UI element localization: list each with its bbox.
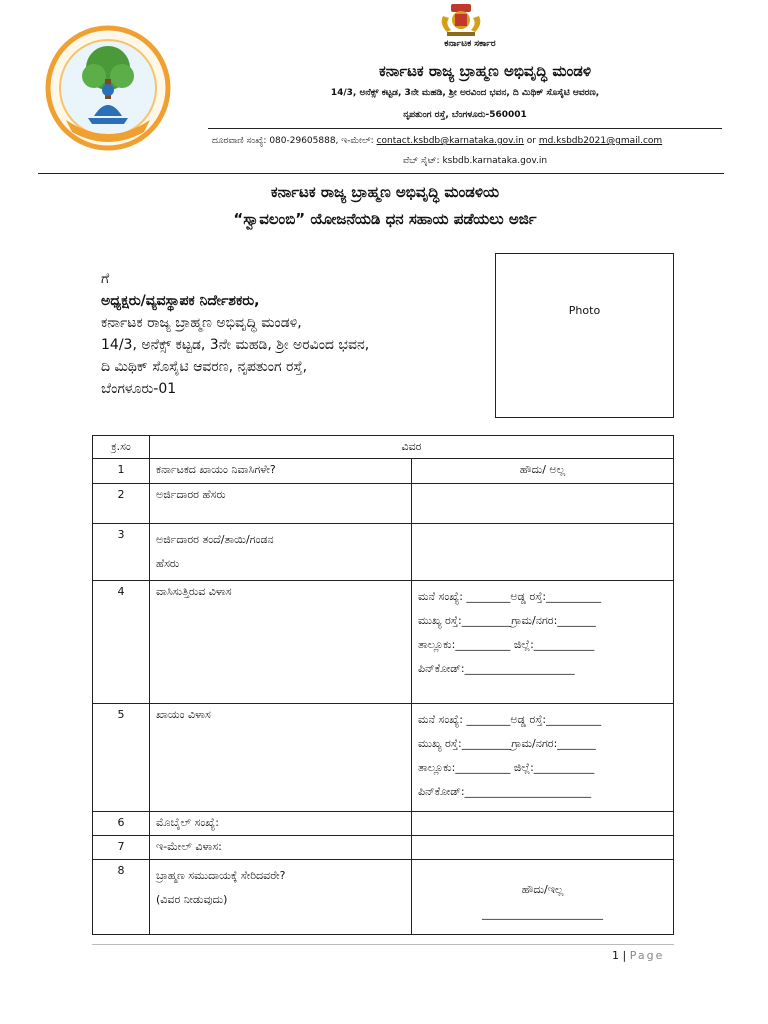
row-number: 3 [93, 524, 150, 581]
row-number: 6 [93, 812, 150, 836]
address-line: ಮನೆ ಸಂಖ್ಯೆ: ________ಅಡ್ಡ ರಸ್ತೆ:__________ [418, 590, 602, 603]
address-line: ಪಿನ್‌ಕೋಡ್:_______________________ [418, 785, 592, 798]
parent-name-field[interactable] [412, 524, 674, 581]
applicant-name-field[interactable] [412, 484, 674, 524]
government-label: ಕರ್ನಾಟಕ ಸರ್ಕಾರ [444, 39, 496, 49]
mobile-field[interactable] [412, 812, 674, 836]
row-question: ಅರ್ಜಿದಾರರ ಹೆಸರು [150, 484, 412, 524]
form-title-line1: ಕರ್ನಾಟಕ ರಾಜ್ಯ ಬ್ರಾಹ್ಮಣ ಅಭಿವೃದ್ಧಿ ಮಂಡಳಿಯ [270, 183, 500, 201]
website-line [403, 156, 547, 166]
row-number: 1 [93, 459, 150, 484]
table-row [93, 484, 674, 524]
recipient-address [101, 268, 369, 400]
permanent-address-field[interactable] [412, 704, 674, 812]
col-details-header: ವಿವರ [150, 436, 674, 459]
footer-divider [92, 944, 674, 945]
table-row [93, 524, 674, 581]
yes-no-answer: ಹೌದು/ಇಲ್ಲ [521, 883, 564, 896]
board-name: ಕರ್ನಾಟಕ ರಾಜ್ಯ ಬ್ರಾಹ್ಮಣ ಅಭಿವೃದ್ಧಿ ಮಂಡಳಿ [378, 62, 592, 80]
row-number: 2 [93, 484, 150, 524]
photo-label: Photo [568, 304, 601, 317]
page-number-value: 1 [612, 949, 619, 962]
board-address-line1: 14/3, ಅನೆಕ್ಸ್ ಕಟ್ಟಡ, 3ನೇ ಮಹಡಿ, ಶ್ರೀ ಅರವಿಂದ ಭವನ, ದಿ ಮಿಥಿಕ್ ಸೊಸೈಟಿ ಆವರಣ, [330, 88, 600, 98]
header-divider [208, 128, 722, 129]
question-line1: ಅರ್ಜಿದಾರರ ತಂದೆ/ತಾಯಿ/ಗಂಡನ [156, 533, 274, 546]
application-table [92, 435, 674, 935]
address-line: ಮನೆ ಸಂಖ್ಯೆ: ________ಅಡ್ಡ ರಸ್ತೆ:__________ [418, 713, 602, 726]
address-line: ತಾಲ್ಲೂಕು:__________ ಜಿಲ್ಲೆ:___________ [418, 761, 595, 774]
website-label: ವೆಬ್ ಸೈಟ್: [403, 156, 440, 166]
row-question [150, 860, 412, 935]
question-line2: ಹೆಸರು [156, 557, 180, 570]
or-text: or [526, 136, 536, 146]
recipient-line2: 14/3, ಅನೆಕ್ಸ್ ಕಟ್ಟಡ, 3ನೇ ಮಹಡಿ, ಶ್ರೀ ಅರವಿಂದ ಭವನ, [101, 337, 370, 353]
table-row [93, 836, 674, 860]
row-number: 8 [93, 860, 150, 935]
recipient-line1: ಕರ್ನಾಟಕ ರಾಜ್ಯ ಬ್ರಾಹ್ಮಣ ಅಭಿವೃದ್ಧಿ ಮಂಡಳಿ, [101, 315, 302, 331]
email-field[interactable] [412, 836, 674, 860]
row-question [150, 524, 412, 581]
table-header [93, 436, 674, 459]
question-line1: ಬ್ರಾಹ್ಮಣ ಸಮುದಾಯಕ್ಕೆ ಸೇರಿದವರೇ? [156, 869, 286, 882]
row-question: ಖಾಯಂ ವಿಳಾಸ [150, 704, 412, 812]
row-question: ಕರ್ನಾಟಕದ ಖಾಯಂ ನಿವಾಸಿಗಳೇ? [150, 459, 412, 484]
table-row [93, 459, 674, 484]
recipient-line3: ದಿ ಮಿಥಿಕ್ ಸೊಸೈಟಿ ಆವರಣ, ನೃಪತುಂಗ ರಸ್ತೆ, [101, 359, 308, 375]
government-emblem-icon [437, 2, 485, 38]
brahmin-answer-field[interactable] [412, 860, 674, 935]
board-address-line2: ನೃಪತುಂಗ ರಸ್ತೆ, ಬೆಂಗಳೂರು-560001 [403, 110, 527, 120]
recipient-line4: ಬೆಂಗಳೂರು-01 [101, 381, 177, 397]
row-number: 4 [93, 581, 150, 704]
to-label: ಗೆ [101, 271, 110, 287]
recipient-designation: ಅಧ್ಯಕ್ಷರು/ವ್ಯವಸ್ಥಾಪಕ ನಿರ್ದೇಶಕರು, [101, 293, 260, 309]
page-divider [38, 173, 724, 174]
current-address-field[interactable] [412, 581, 674, 704]
table-row [93, 812, 674, 836]
page-label: Page [629, 949, 665, 962]
email-link-2[interactable]: md.ksbdb2021@gmail.com [538, 136, 663, 146]
details-blank: ______________________ [482, 907, 603, 920]
contact-line [212, 136, 732, 146]
address-line: ಮುಖ್ಯ ರಸ್ತೆ:_________ಗ್ರಾಮ/ನಗರ:_______ [418, 737, 596, 750]
board-logo [44, 24, 172, 152]
row-question: ಮೊಬೈಲ್ ಸಂಖ್ಯೆ: [150, 812, 412, 836]
form-title-line2: “ಸ್ವಾವಲಂಬಿ” ಯೋಜನೆಯಡಿ ಧನ ಸಹಾಯ ಪಡೆಯಲು ಅರ್ಜಿ [233, 210, 537, 228]
table-row [93, 581, 674, 704]
row-number: 5 [93, 704, 150, 812]
page-divider-bar: | [622, 949, 627, 962]
phone-label: ದೂರವಾಣಿ ಸಂಖ್ಯೆ: 080-29605888, [212, 136, 339, 146]
page-number [612, 949, 664, 962]
question-line2: (ವಿವರ ನೀಡುವುದು) [156, 893, 228, 906]
row-question: ವಾಸಿಸುತ್ತಿರುವ ವಿಳಾಸ [150, 581, 412, 704]
col-no-header: ಕ್ರ.ಸಂ [93, 436, 150, 459]
address-line: ಮುಖ್ಯ ರಸ್ತೆ:_________ಗ್ರಾಮ/ನಗರ:_______ [418, 614, 596, 627]
address-line: ತಾಲ್ಲೂಕು:__________ ಜಿಲ್ಲೆ:___________ [418, 638, 595, 651]
resident-answer[interactable]: ಹೌದು/ ಅಲ್ಲ [412, 459, 674, 484]
row-number: 7 [93, 836, 150, 860]
photo-box[interactable] [495, 253, 674, 418]
website-link[interactable]: ksbdb.karnataka.gov.in [442, 156, 548, 166]
email-link-1[interactable]: contact.ksbdb@karnataka.gov.in [376, 136, 524, 146]
table-row [93, 704, 674, 812]
email-label: ಇ-ಮೇಲ್: [341, 136, 374, 146]
table-row [93, 860, 674, 935]
address-line: ಪಿನ್‌ಕೋಡ್:____________________ [418, 662, 575, 675]
row-question: ಇ-ಮೇಲ್ ವಿಳಾಸ: [150, 836, 412, 860]
